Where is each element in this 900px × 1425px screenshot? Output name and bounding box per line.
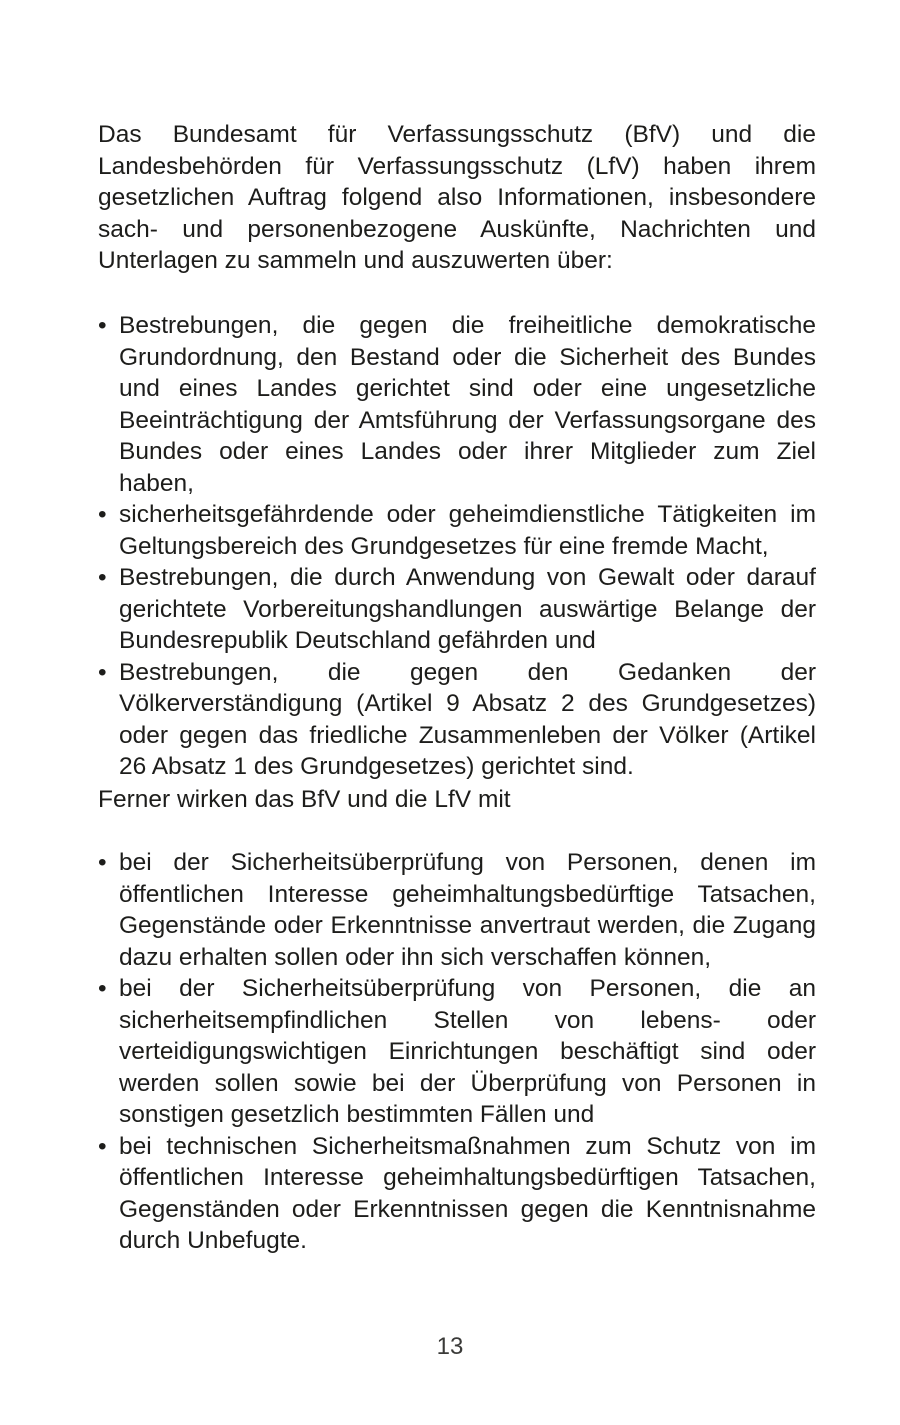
list-item	[98, 1131, 816, 1257]
list-item-text: Bestrebungen, die gegen die freiheitliche demokratische Grundordnung, den Bestand oder die Sicherheit des Bundes und eines Landes gerichtet sind oder eine ungesetzliche Beeinträchtigung der Amtsführung der Verfassungsorgane des Bundes oder eines Landes oder ihrer Mitglieder zum Ziel haben,	[119, 312, 816, 497]
list-item-text: bei der Sicherheitsüberprüfung von Personen, denen im öffentlichen Interesse geheimhaltungsbedürftige Tatsachen, Gegenstände oder Erkenntnisse anvertraut werden, die Zugang dazu erhalten sollen oder ihn sich verschaffen können,	[119, 849, 816, 971]
bullet-icon: •	[98, 564, 107, 591]
intro-paragraph: Das Bundesamt für Verfassungsschutz (BfV) und die Landesbehörden für Verfassungsschutz (LfV) haben ihrem gesetzlichen Auftrag folgend also Informationen, insbesondere sach- und personenbezogene Auskünfte, Nachrichten und Unterlagen zu sammeln und auszuwerten über:	[98, 121, 816, 274]
tasks-list	[98, 310, 816, 783]
list-item	[98, 499, 816, 562]
bullet-icon: •	[98, 658, 107, 686]
list-item	[98, 657, 816, 783]
bullet-icon: •	[98, 312, 107, 339]
list-item-text: bei der Sicherheitsüberprüfung von Personen, die an sicherheitsempfindlichen Stellen von lebens- oder verteidigungswichtigen Einrichtungen beschäftigt sind oder werden sollen sowie bei der Überprüfung von Personen in sonstigen gesetzlich bestimmten Fällen und	[119, 975, 816, 1128]
list-item-text: sicherheitsgefährdende oder geheimdienstliche Tätigkeiten im Geltungsbereich des Grundgesetzes für eine fremde Macht,	[119, 501, 816, 560]
list-item	[98, 562, 816, 657]
list-item	[98, 973, 816, 1131]
bullet-icon: •	[98, 849, 107, 876]
page-number: 13	[436, 1333, 464, 1360]
list-item	[98, 310, 816, 499]
list-item	[98, 847, 816, 973]
list-item-text: bei technischen Sicherheitsmaßnahmen zum Schutz von im öffentlichen Interesse geheimhaltungsbedürftigen Tatsachen, Gegenständen oder Erkenntnissen gegen die Kenntnisnahme durch Unbefugte.	[119, 1132, 816, 1254]
bullet-icon: •	[98, 975, 107, 1002]
bullet-icon: •	[98, 1132, 107, 1160]
cooperation-list	[98, 847, 816, 1257]
second-paragraph: Ferner wirken das BfV und die LfV mit	[98, 786, 511, 813]
list-item-text: Bestrebungen, die durch Anwendung von Gewalt oder darauf gerichtete Vorbereitungshandlungen auswärtige Belange der Bundesrepublik Deutschland gefährden und	[119, 564, 816, 654]
list-item-text: Bestrebungen, die gegen den Gedanken der Völkerverständigung (Artikel 9 Absatz 2 des Grundgesetzes) oder gegen das friedliche Zusammenleben der Völker (Artikel 26 Absatz 1 des Grundgesetzes) gerichtet sind.	[119, 658, 816, 780]
bullet-icon: •	[98, 501, 107, 528]
